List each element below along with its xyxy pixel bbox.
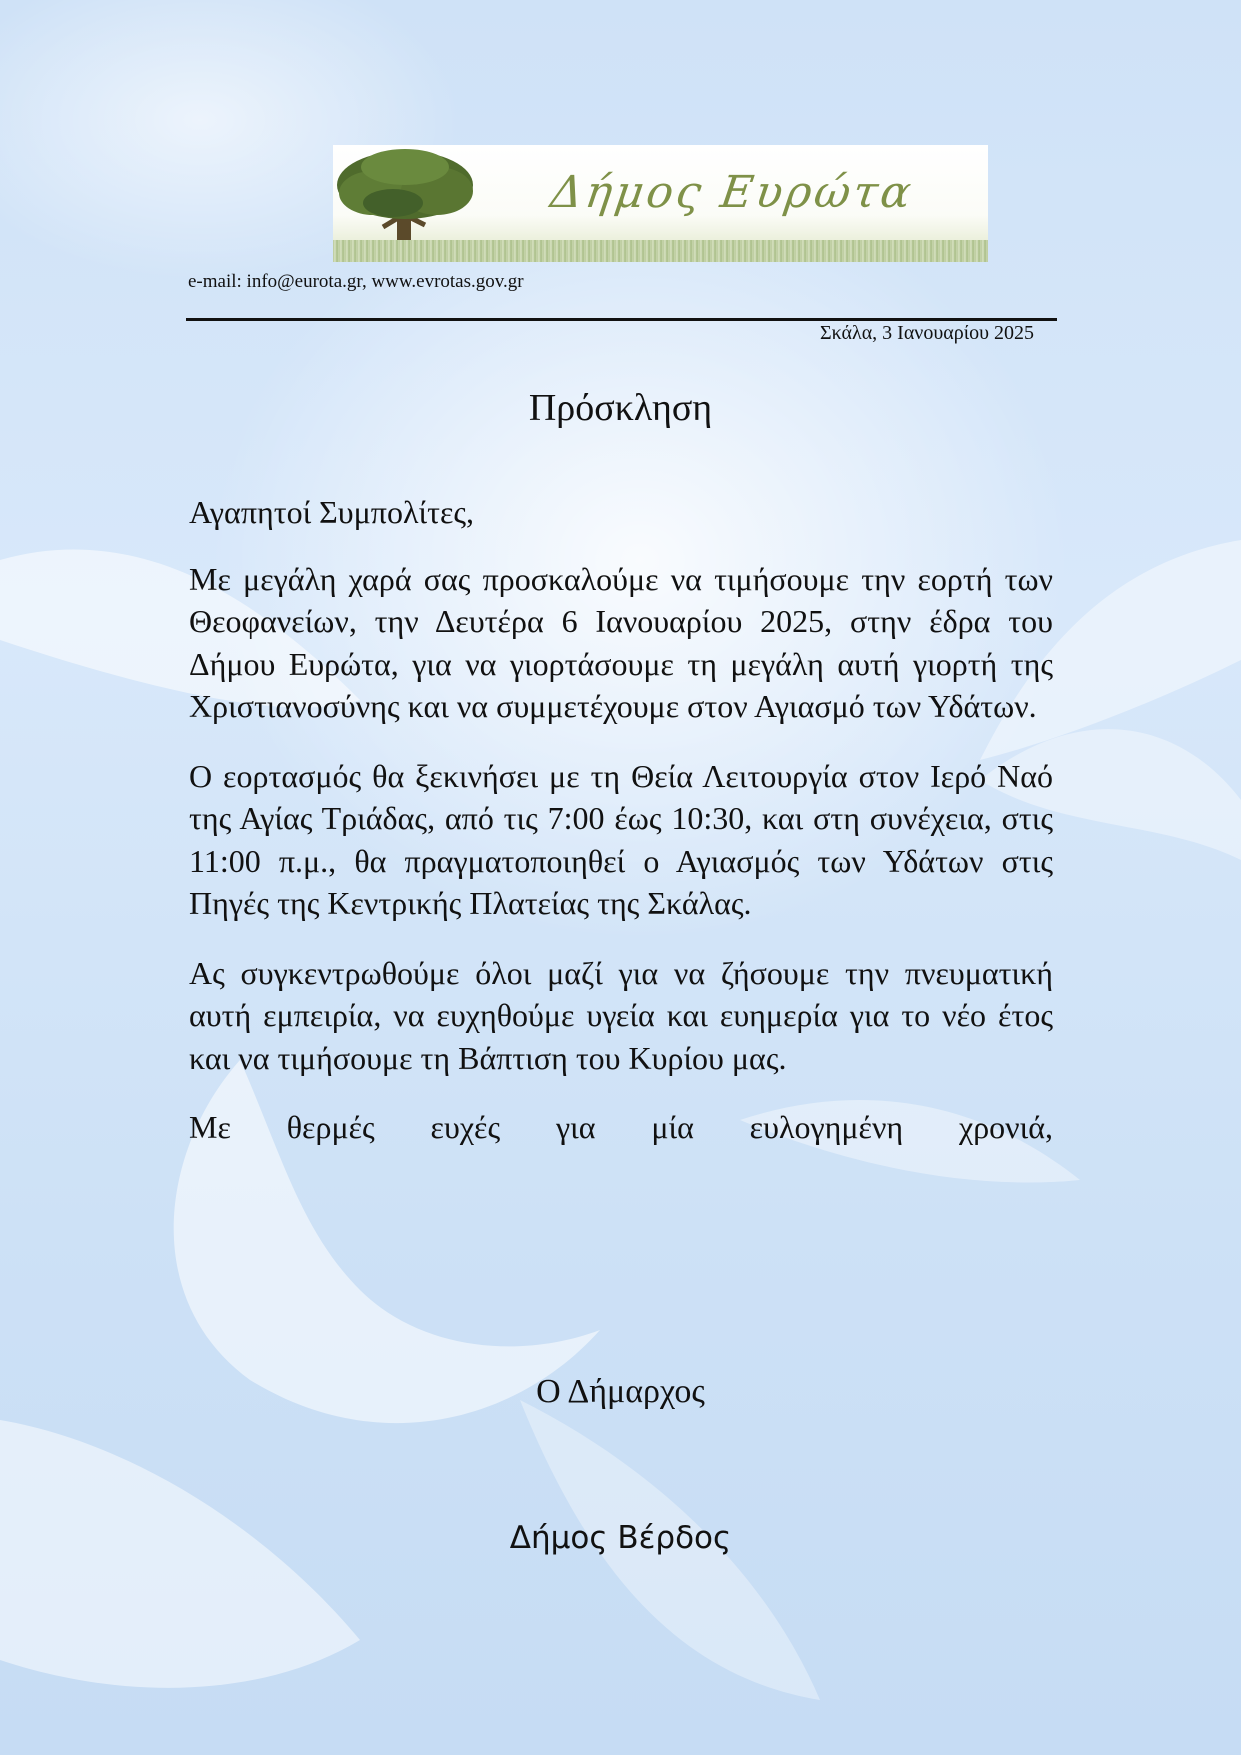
municipality-logo-text: Δήμος Ευρώτα: [547, 167, 918, 218]
closing-line: Με θερμές ευχές για μία ευλογημένη χρονιά,: [189, 1109, 1053, 1145]
greeting: Αγαπητοί Συμπολίτες,: [189, 494, 475, 530]
paragraph: Ας συγκεντρωθούμε όλοι μαζί για να ζήσουμε την πνευματική αυτή εμπειρία, να ευχηθούμε υγεία και ευημερία για το νέο έτος και να τιμήσουμε τη Βάπτιση του Κυρίου μας.: [189, 954, 1053, 1076]
letter-body: [189, 491, 1053, 1176]
paragraph: Με μεγάλη χαρά σας προσκαλούμε να τιμήσουμε την εορτή των Θεοφανείων, την Δευτέρα 6 Ιανουαρίου 2025, στην έδρα του Δήμου Ευρώτα, για να γιορτάσουμε τη μεγάλη αυτή γιορτή της Χριστιανοσύνης και να συμμετέχουμε στον Αγιασμό των Υδάτων.: [189, 560, 1053, 724]
signature-name: Δήμος Βέρδος: [509, 1520, 732, 1556]
date-line: Σκάλα, 3 Ιανουαρίου 2025: [819, 322, 1034, 344]
municipality-banner: [333, 145, 988, 262]
banner-grass: [333, 240, 988, 262]
signature-title: Ο Δήμαρχος: [536, 1373, 705, 1410]
paragraph: Ο εορτασμός θα ξεκινήσει με τη Θεία Λειτουργία στον Ιερό Ναό της Αγίας Τριάδας, από τις 7:00 έως 10:30, και στη συνέχεια, στις 11:00 π.μ., θα πραγματοποιηθεί ο Αγιασμός των Υδάτων στις Πηγές της Κεντρικής Πλατείας της Σκάλας.: [189, 757, 1053, 921]
header-divider: [186, 318, 1057, 321]
contact-line: e-mail: info@eurota.gr, www.evrotas.gov.gr: [188, 271, 524, 292]
page-title: Πρόσκληση: [528, 387, 713, 429]
